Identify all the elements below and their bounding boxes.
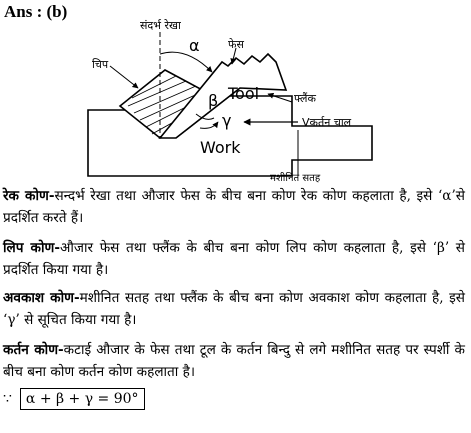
rake-angle-term: रेक कोण-	[3, 188, 55, 204]
work-label: Work	[200, 138, 241, 157]
cutting-tool-figure	[0, 18, 471, 186]
clearance-angle-term: अवकाश कोण-	[3, 290, 80, 306]
clearance-angle-text: मशीनित सतह तथा फ्लैंक के बीच बना कोण अवकाश कोण कहलाता है, इसे ‘γ’ से सूचित किया गया है।	[3, 290, 465, 328]
cutting-angle-text: कटाई औजार के फेस तथा टूल के कर्तन बिन्दु से लगे मशीनित सतह पर स्पर्शी के बीच बना कोण कर्तन कोण कहलाता है।	[3, 342, 465, 380]
cutting-angle-paragraph	[3, 339, 465, 383]
flank-label: फ्लैंक	[294, 92, 316, 105]
answer-label: Ans : (b)	[4, 2, 68, 21]
cutting-motion-label: Vकर्तन चाल	[302, 116, 352, 129]
lip-angle-text: औजार फेस तथा फ्लैंक के बीच बना कोण लिप कोण कहलाता है, इसे ‘β’ से प्रदर्शित किया गया है।	[3, 240, 465, 278]
beta-label: β	[208, 91, 219, 110]
lip-angle-paragraph	[3, 237, 465, 281]
rake-angle-text: सन्दर्भ रेखा तथा औजार फेस के बीच बना कोण रेक कोण कहलाता है, इसे ‘α’से प्रदर्शित करते हैं।	[3, 188, 465, 226]
cutting-angle-term: कर्तन कोण-	[3, 342, 64, 358]
angle-sum-formula: α + β + γ = 90°	[20, 388, 145, 410]
clearance-angle-paragraph	[3, 287, 465, 331]
lip-angle-term: लिप कोण-	[3, 240, 60, 256]
reference-line-label: संदर्भ रेखा	[140, 19, 181, 32]
tool-label: Tool	[228, 84, 260, 103]
because-symbol: ∵	[3, 391, 12, 407]
rake-angle-paragraph	[3, 185, 465, 229]
gamma-label: γ	[222, 111, 232, 130]
chip-label: चिप	[92, 58, 109, 71]
chip-pointer	[110, 66, 138, 88]
alpha-label: α	[189, 36, 200, 55]
machined-surface-label: मशीनित सतह	[270, 173, 321, 184]
formula-row	[3, 388, 145, 410]
face-label: फेस	[228, 38, 244, 51]
alpha-arc	[160, 52, 212, 72]
